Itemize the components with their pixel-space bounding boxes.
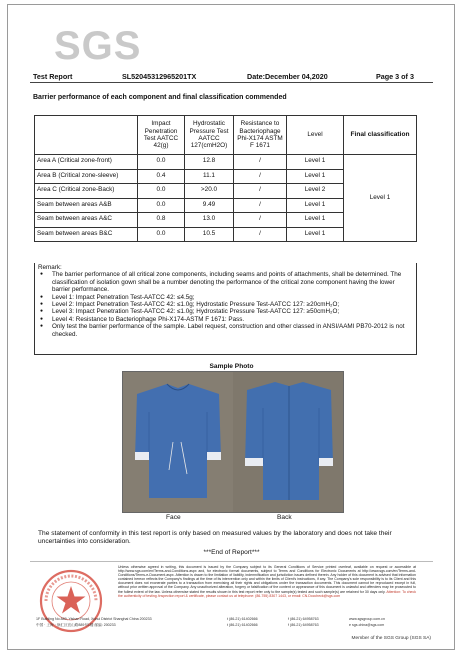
remarks-list <box>38 271 413 338</box>
sample-photo <box>122 371 344 513</box>
remark-item: ● Only test the barrier performance of the sample. Label request, construction and other classed in ANSI/AAMI PB70-2012 is not checked. <box>38 323 413 338</box>
page-number: Page 3 of 3 <box>376 72 414 81</box>
terms-fine-print <box>118 565 416 598</box>
header-hydrostatic: Hydrostatic Pressure Test AATCC 127(cmH2O) <box>185 116 234 155</box>
address-text-cn: 中国 · 上海 · 徐汇区宜山路889号1楼 邮编: 200233 <box>36 622 116 627</box>
header-level: Level <box>287 116 344 155</box>
report-date: Date:December 04,2020 <box>247 72 328 81</box>
table-row <box>35 155 417 170</box>
cell-impact: 0.0 <box>138 184 185 199</box>
cell-bacteriophage: / <box>234 198 287 213</box>
remarks-label: Remark: <box>38 264 62 271</box>
conformity-statement: The statement of conformity in this test report is only based on measured values by the laboratory and does not take their uncertainties into consideration. <box>38 530 392 545</box>
address-fax-cn: f (86-21) 64958763 <box>288 622 319 627</box>
sgs-logo: SGS <box>54 24 142 68</box>
cell-level: Level 1 <box>287 227 344 242</box>
sgs-group-member-note: Member of the SGS Group (SGS SA) <box>351 636 431 641</box>
footer-address <box>36 617 422 628</box>
cell-bacteriophage: / <box>234 184 287 199</box>
header-divider <box>30 82 433 83</box>
address-phone-cn: t (86-21) 61402666 <box>227 622 258 627</box>
cell-impact: 0.0 <box>138 227 185 242</box>
header-bacteriophage: Resistance to Bacteriophage Phi-X174 ASTM F 1671 <box>234 116 287 155</box>
remark-item: ● Level 3: Impact Penetration Test-AATCC 42: ≤1.0g; Hydrostatic Pressure Test-AATCC 127: ≥50cmH₂O; <box>38 308 413 315</box>
cell-area: Area A (Critical zone-front) <box>35 155 138 170</box>
remark-item: ● Level 4: Resistance to Bacteriophage Phi-X174-ASTM F 1671: Pass. <box>38 316 413 323</box>
header-final-classification: Final classification <box>344 116 417 155</box>
cell-hydrostatic: 9.49 <box>185 198 234 213</box>
cell-level: Level 1 <box>287 198 344 213</box>
remark-item: ● The barrier performance of all critical zone components, including seams and points of attachments, shall be determined. The classification of isolation gown shall be a number denoting the performance of the critical zone component having the lower barrier performance. <box>38 271 413 293</box>
cell-area: Area C (Critical zone-Back) <box>35 184 138 199</box>
table-header-row <box>35 116 417 155</box>
cell-area: Area B (Critical zone-sleeve) <box>35 169 138 184</box>
cell-level: Level 1 <box>287 169 344 184</box>
cell-hydrostatic: 11.1 <box>185 169 234 184</box>
address-line-chinese <box>36 623 422 629</box>
end-of-report: ***End of Report*** <box>203 549 260 556</box>
gown-photo-image <box>123 372 343 512</box>
header-impact: Impact Penetration Test AATCC 42(g) <box>138 116 185 155</box>
photo-caption-face: Face <box>166 514 181 521</box>
cell-impact: 0.8 <box>138 213 185 228</box>
cell-hydrostatic: >20.0 <box>185 184 234 199</box>
remarks-box <box>34 263 417 355</box>
footer-divider <box>30 561 433 562</box>
remark-item: ● Level 2: Impact Penetration Test-AATCC 42: ≤1.0g; Hydrostatic Pressure Test-AATCC 127: ≥20cmH₂O; <box>38 301 413 308</box>
cell-area: Seam between areas A&B <box>35 198 138 213</box>
cell-impact: 0.0 <box>138 155 185 170</box>
cell-final-classification: Level 1 <box>344 155 417 242</box>
cell-bacteriophage: / <box>234 169 287 184</box>
cell-level: Level 2 <box>287 184 344 199</box>
cell-impact: 0.0 <box>138 198 185 213</box>
header-area <box>35 116 138 155</box>
address-text: 1F Building No.889, Yishan Road, Xuhui District Shanghai China 200233 <box>36 617 152 621</box>
cell-bacteriophage: / <box>234 155 287 170</box>
section-title: Barrier performance of each component and final classification commended <box>33 94 287 101</box>
cell-hydrostatic: 13.0 <box>185 213 234 228</box>
cell-impact: 0.4 <box>138 169 185 184</box>
photo-caption-back: Back <box>277 514 292 521</box>
cell-bacteriophage: / <box>234 227 287 242</box>
report-number: SL52045312965201TX <box>122 72 197 81</box>
report-title: Test Report <box>33 72 73 81</box>
cell-hydrostatic: 10.5 <box>185 227 234 242</box>
cell-level: Level 1 <box>287 155 344 170</box>
authenticity-attention: Attention: To check the authenticity of testing /inspection report & certificate, please contact us at telephone: (86-755) 8307 1443, or email: CN.Doccheck@sgs.com <box>118 589 416 598</box>
address-email: e sgs.china@sgs.com <box>349 622 385 627</box>
results-table <box>34 115 417 242</box>
address-website: www.sgsgroup.com.cn <box>349 617 385 621</box>
cell-area: Seam between areas B&C <box>35 227 138 242</box>
cell-area: Seam between areas A&C <box>35 213 138 228</box>
address-phone: t (86-21) 61402666 <box>227 617 258 621</box>
remark-item: ● Level 1: Impact Penetration Test-AATCC 42: ≤4.5g; <box>38 294 413 301</box>
photo-title: Sample Photo <box>209 363 254 370</box>
cell-hydrostatic: 12.8 <box>185 155 234 170</box>
terms-text: Unless otherwise agreed in writing, this document is issued by the Company subject to its General Conditions of Service printed overleaf, available on request or accessible at http://www.sgs.com/en/Terms-and-Conditions.aspx and, for electronic format documents, subject to Terms and Conditions for Electronic Documents at http://www.sgs.com/en/Terms-and-Conditions/Terms-e-Document.aspx. Attention is drawn to the limitation of liability, indemnification and jurisdiction issues defined therein. Any holder of this document is advised that information contained hereon reflects the Company's findings at the time of its intervention only and within the limits of Client's instructions, if any. The Company's sole responsibility is to its Client and this document does not exonerate parties to a transaction from exercising all their rights and obligations under the transaction documents. This document cannot be reproduced except in full, without prior written approval of the Company. Any unauthorized alteration, forgery or falsification of the content or appearance of this document is unlawful and offenders may be prosecuted to the fullest extent of the law. Unless otherwise stated the results shown in this test report refer only to the sample(s) tested and such sample(s) are retained for 30 days only. <box>118 565 416 594</box>
cell-bacteriophage: / <box>234 213 287 228</box>
cell-level: Level 1 <box>287 213 344 228</box>
address-fax: f (86-21) 64958763 <box>288 617 319 621</box>
